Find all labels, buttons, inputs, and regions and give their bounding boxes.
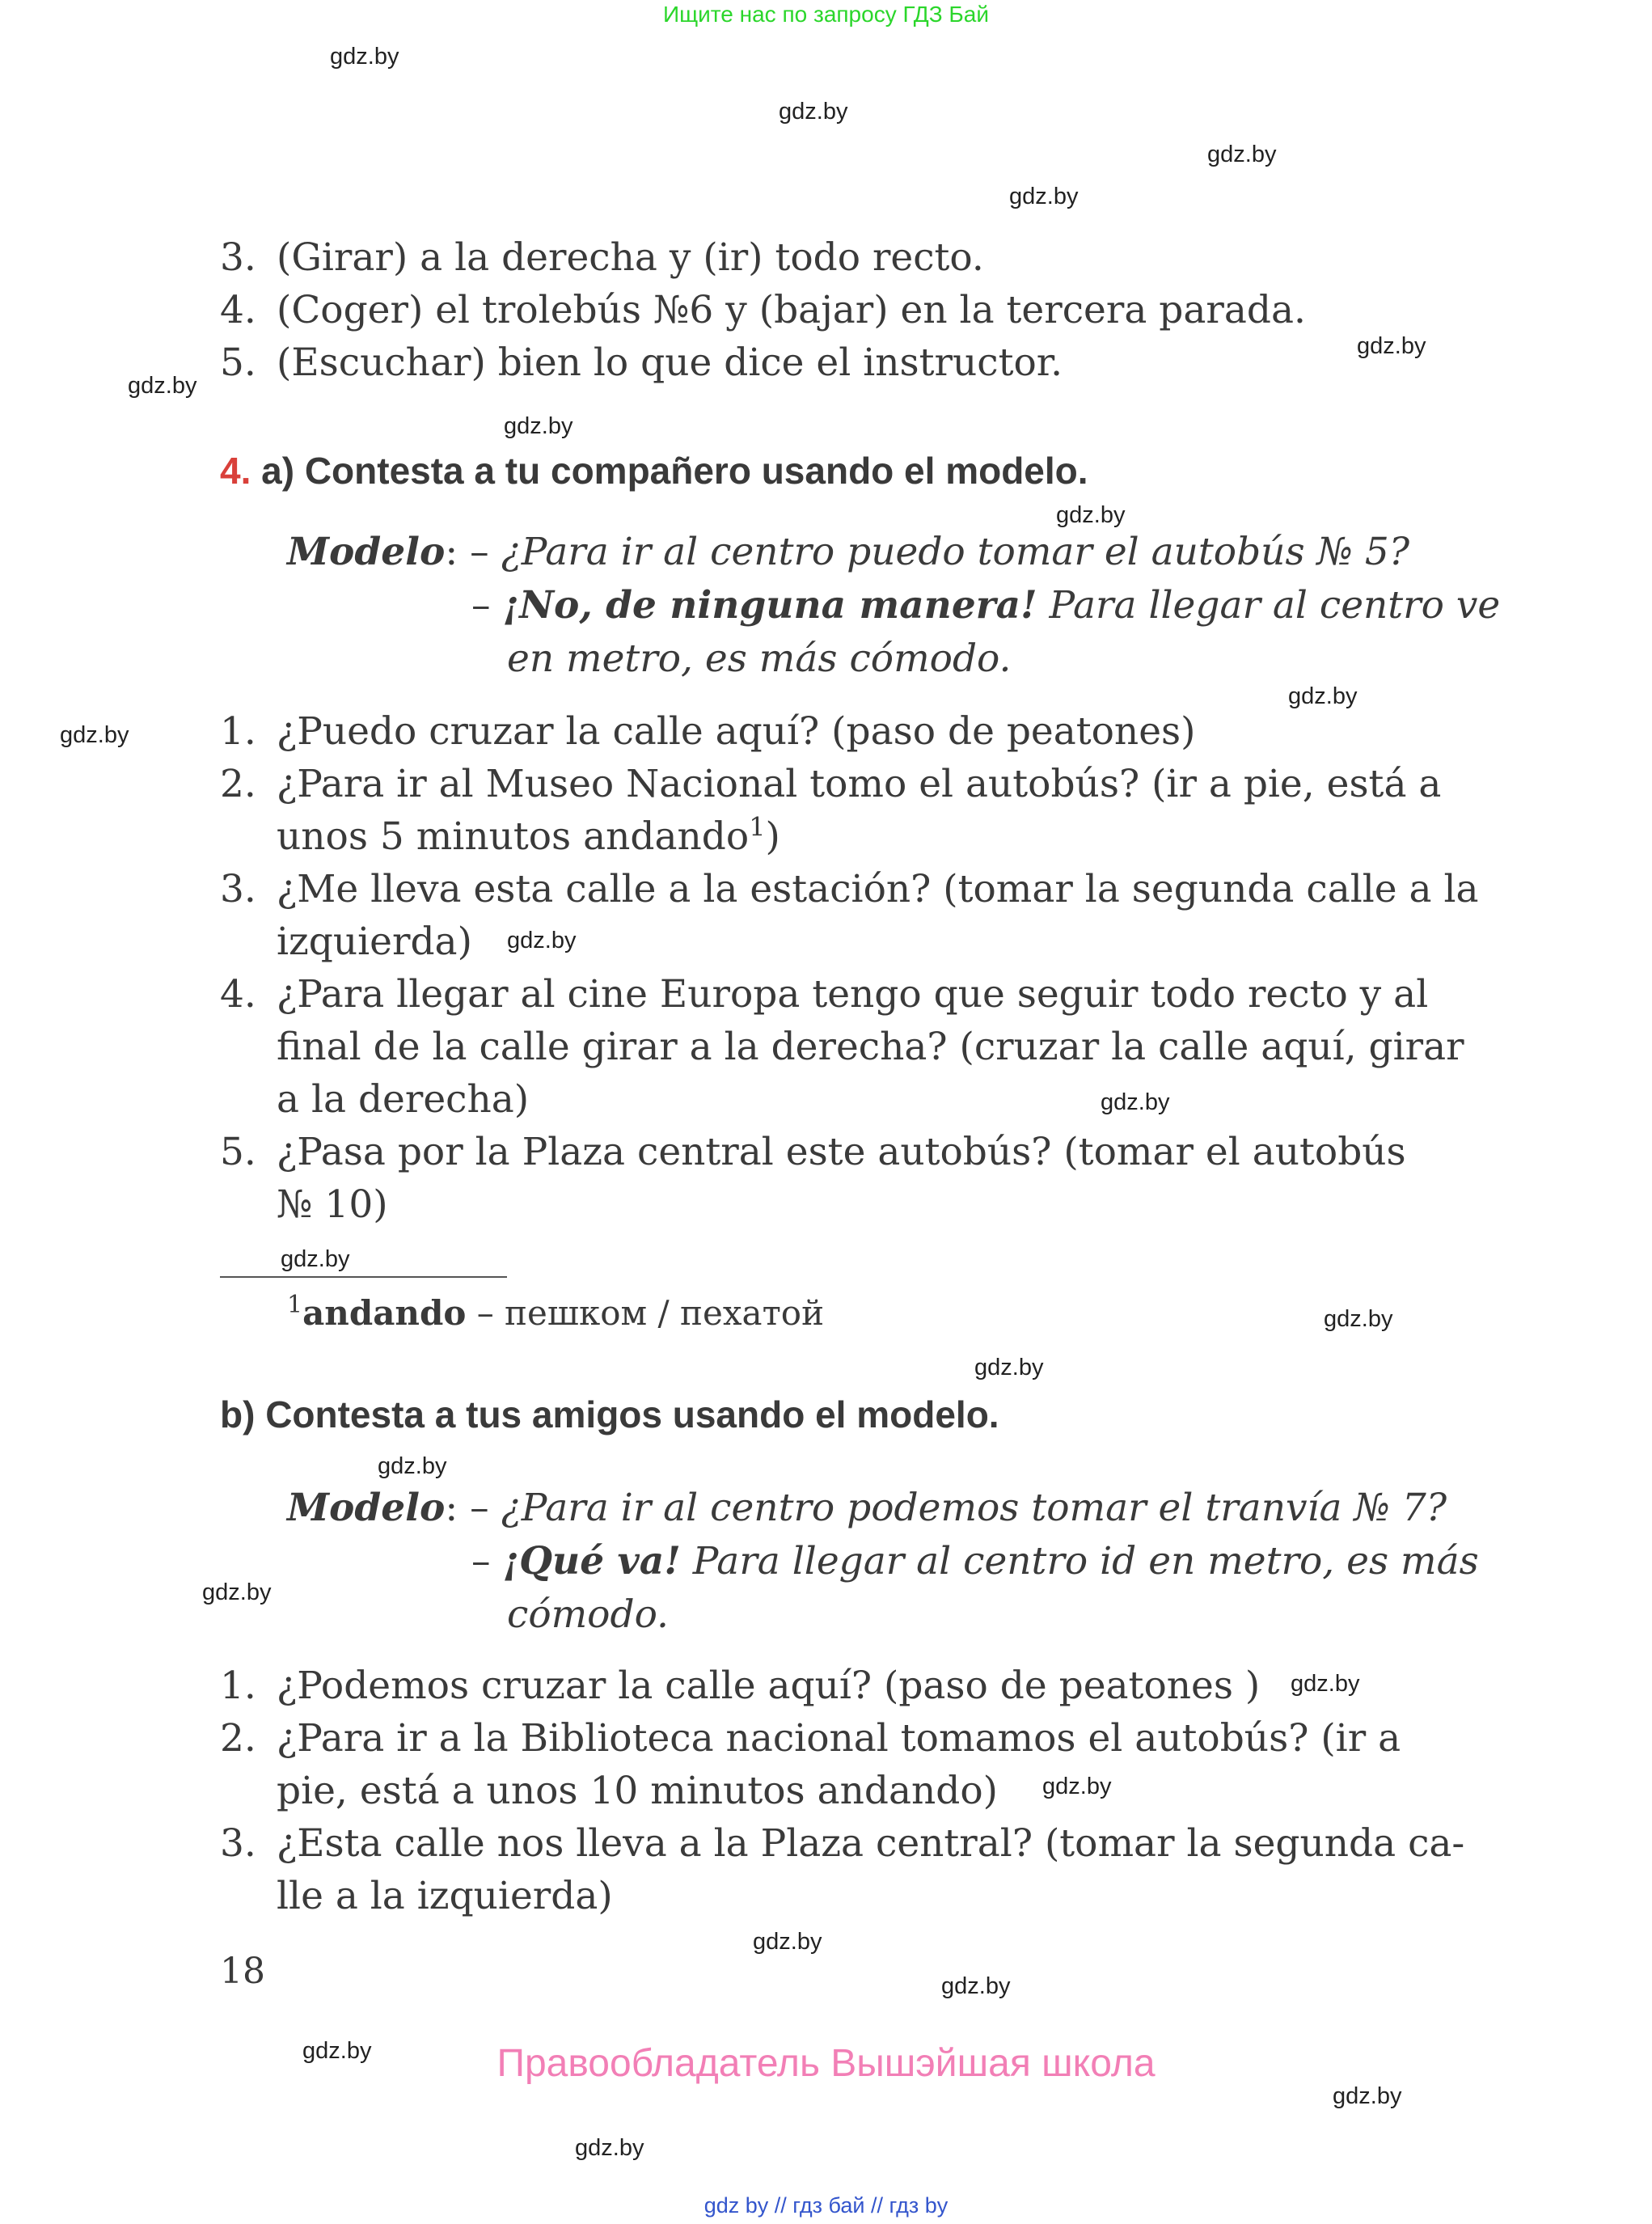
list-item [220,336,1063,390]
item-text: ¿Para ir a la Biblioteca nacional tomamos el autobús? (ir a [277,1716,1401,1761]
model-answer-b [471,1535,1479,1588]
item-number: 2. [220,762,256,806]
list-item-continuation: pie, está a unos 10 minutos andando) [277,1769,998,1813]
watermark: gdz.by [779,99,848,125]
list-item-continuation: izquierda) [277,920,472,964]
watermark: gdz.by [753,1929,822,1955]
model-answer-bold: ¡Qué va! [502,1539,681,1583]
item-text: ¿Esta calle nos lleva a la Plaza central? (tomar la segunda ca- [277,1821,1465,1866]
watermark: gdz.by [1357,333,1426,359]
item-number: 3. [220,1821,256,1866]
watermark: gdz.by [575,2135,644,2161]
model-colon: : – [445,530,489,574]
list-item [220,968,1428,1021]
item-number: 5. [220,1130,256,1174]
model-question: ¿Para ir al centro puedo tomar el autobús № 5? [488,530,1410,574]
footnote-translation: – пешком / пехатой [466,1293,825,1333]
watermark: gdz.by [378,1453,447,1479]
exercise-number: 4. [220,450,251,492]
model-answer-a [471,579,1500,632]
page-number: 18 [220,1951,265,1992]
item-text: (Girar) a la derecha y (ir) todo recto. [277,235,984,280]
list-item [220,758,1441,811]
model-answer-bold: ¡No, de ninguna manera! [502,583,1037,628]
item-number: 1. [220,1664,256,1708]
watermark: gdz.by [330,44,399,70]
watermark: gdz.by [1288,683,1358,709]
list-item-continuation [277,810,780,864]
list-item [220,1712,1401,1765]
heading-text: a) Contesta a tu compañero usando el modelo. [251,450,1088,492]
model-dash: – [471,1539,503,1583]
list-item-continuation: a la derecha) [277,1077,530,1122]
list-item-continuation: final de la calle girar a la derecha? (cruzar la calle aquí, girar [277,1025,1464,1069]
item-text-end: ) [765,814,780,859]
watermark: gdz.by [302,2038,372,2064]
list-item [220,705,1195,759]
watermark: gdz.by [202,1579,272,1605]
item-number: 3. [220,867,256,911]
list-item [220,863,1479,916]
item-number: 4. [220,972,256,1017]
watermark: gdz.by [1101,1089,1170,1115]
list-item-continuation: lle a la izquierda) [277,1874,613,1918]
model-question-b [287,1482,1447,1535]
item-number: 2. [220,1716,256,1761]
watermark: gdz.by [507,928,577,953]
top-banner[interactable]: Ищите нас по запросу ГДЗ Бай [662,2,990,27]
exercise-heading-a [220,449,1088,493]
item-number: 3. [220,235,256,280]
item-number: 4. [220,288,256,332]
list-item [220,231,984,285]
model-question-a [287,526,1409,579]
footnote-word: andando [302,1293,467,1333]
watermark: gdz.by [1333,2083,1402,2109]
footnote-divider [220,1276,507,1278]
watermark: gdz.by [1056,502,1126,528]
watermark: gdz.by [974,1355,1044,1380]
list-item [220,1817,1464,1871]
model-colon: : – [445,1486,489,1530]
list-item [220,1126,1406,1179]
model-answer-b-line2: cómodo. [507,1592,669,1637]
list-item [220,1660,1260,1713]
item-text: ¿Para ir al Museo Nacional tomo el autobús? (ir a pie, está a [277,762,1442,806]
model-answer-rest: Para llegar al centro ve [1037,583,1501,628]
footnote [287,1291,824,1333]
watermark: gdz.by [60,722,129,748]
model-answer-a-line2: en metro, es más cómodo. [507,636,1012,681]
item-text: ¿Puedo cruzar la calle aquí? (paso de peatones) [277,709,1196,754]
watermark: gdz.by [1207,142,1277,167]
model-label: Modelo [287,530,446,574]
watermark: gdz.by [1009,184,1079,209]
item-number: 5. [220,340,256,385]
item-text: ¿Me lleva esta calle a la estación? (tomar la segunda calle a la [277,867,1479,911]
list-item [220,284,1306,337]
watermark: gdz.by [504,413,573,439]
bottom-links[interactable]: gdz by // гдз бай // гдз by [703,2193,949,2218]
watermark: gdz.by [941,1973,1011,1999]
item-text: (Coger) el trolebús №6 y (bajar) en la tercera parada. [277,288,1306,332]
rights-holder: Правообладатель Вышэйшая школа [496,2042,1156,2085]
item-number: 1. [220,709,256,754]
model-label: Modelo [287,1486,446,1530]
exercise-heading-b: b) Contesta a tus amigos usando el modelo. [220,1393,999,1435]
footnote-ref: 1 [749,811,766,843]
model-dash: – [471,583,503,628]
watermark: gdz.by [1324,1306,1393,1332]
watermark: gdz.by [281,1246,350,1272]
item-text: ¿Para llegar al cine Europa tengo que seguir todo recto y al [277,972,1429,1017]
item-text: (Escuchar) bien lo que dice el instructor. [277,340,1063,385]
footnote-number: 1 [287,1291,303,1319]
watermark: gdz.by [1042,1774,1112,1799]
list-item-continuation: № 10) [277,1182,388,1227]
model-question: ¿Para ir al centro podemos tomar el tranvía № 7? [488,1486,1447,1530]
model-answer-rest: Para llegar al centro id en metro, es más [680,1539,1479,1583]
watermark: gdz.by [128,373,197,399]
watermark: gdz.by [1291,1671,1360,1697]
item-text: unos 5 minutos andando [277,814,750,859]
item-text: ¿Podemos cruzar la calle aquí? (paso de peatones ) [277,1664,1261,1708]
item-text: ¿Pasa por la Plaza central este autobús? (tomar el autobús [277,1130,1406,1174]
